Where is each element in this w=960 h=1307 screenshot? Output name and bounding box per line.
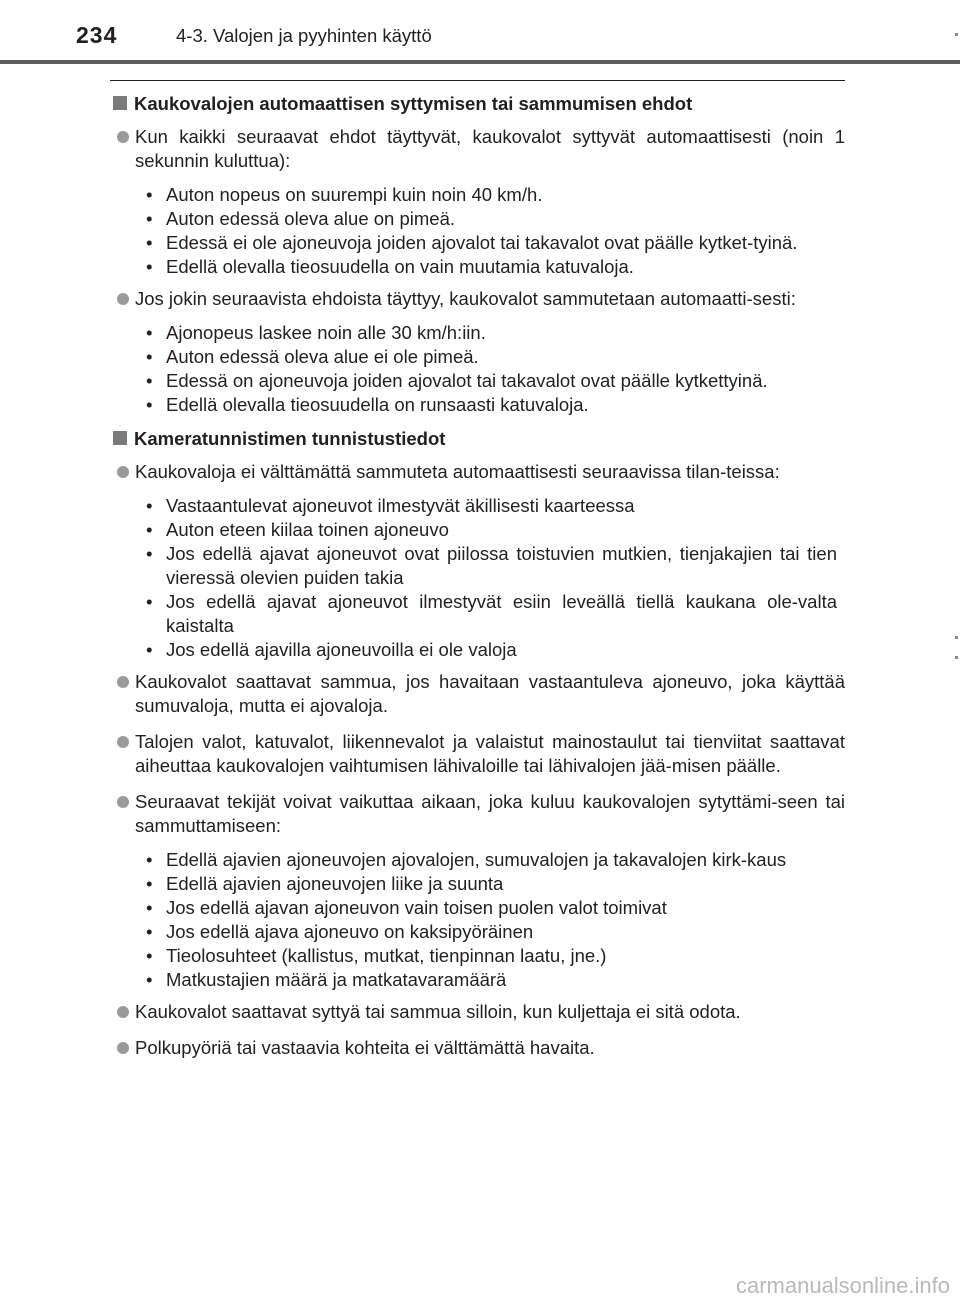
sub-list-item-text: Auton edessä oleva alue ei ole pimeä.: [166, 346, 479, 367]
edge-mark: [955, 33, 958, 36]
bullet-icon: •: [146, 945, 153, 966]
sub-list-item: [146, 590, 845, 638]
sub-list-item-text: Jos edellä ajava ajoneuvo on kaksipyöräinen: [166, 921, 534, 942]
sub-list-item-text: Auton nopeus on suurempi kuin noin 40 km/h.: [166, 184, 543, 205]
sub-list-item-text: Jos edellä ajavan ajoneuvon vain toisen puolen valot toimivat: [166, 897, 667, 918]
sub-list-item-text: Auton eteen kiilaa toinen ajoneuvo: [166, 519, 449, 540]
sub-list-item: [146, 920, 845, 944]
bullet-icon: •: [146, 639, 153, 660]
sub-list-item: [146, 968, 845, 992]
sub-list-item: [146, 518, 845, 542]
section-divider: [110, 80, 845, 81]
bullet-icon: •: [146, 849, 153, 870]
bullet-icon: •: [146, 591, 153, 612]
bullet-icon: •: [146, 519, 153, 540]
list-item: [110, 287, 845, 311]
page-header: [0, 0, 960, 70]
list-item-text: Kaukovaloja ei välttämättä sammuteta automaattisesti seuraavissa tilan-teissa:: [135, 461, 780, 482]
circle-bullet-icon: [117, 796, 129, 808]
sub-list-item: [146, 542, 845, 590]
list-item-text: Kaukovalot saattavat syttyä tai sammua silloin, kun kuljettaja ei sitä odota.: [135, 1001, 741, 1022]
edge-mark: [955, 656, 958, 659]
sub-list-item-text: Auton edessä oleva alue on pimeä.: [166, 208, 456, 229]
sub-list-item: [146, 255, 845, 279]
sub-list-item-text: Edellä ajavien ajoneuvojen ajovalojen, sumuvalojen ja takavalojen kirk-kaus: [166, 849, 787, 870]
section-heading: [110, 427, 845, 451]
circle-bullet-icon: [117, 1042, 129, 1054]
list-item-text: Kaukovalot saattavat sammua, jos havaitaan vastaantuleva ajoneuvo, joka käyttää sumuvaloja, mutta ei ajovaloja.: [135, 671, 845, 716]
bullet-icon: •: [146, 969, 153, 990]
sub-list-item: [146, 207, 845, 231]
sub-list-item-text: Jos edellä ajavat ajoneuvot ovat piilossa toistuvien mutkien, tienjakajien tai tien vieressä olevien puiden takia: [166, 543, 837, 588]
sub-list-item-text: Edellä olevalla tieosuudella on vain muutamia katuvaloja.: [166, 256, 634, 277]
list-item-text: Jos jokin seuraavista ehdoista täyttyy, kaukovalot sammutetaan automaatti-sesti:: [135, 288, 796, 309]
bullet-icon: •: [146, 394, 153, 415]
sub-list-item: [146, 393, 845, 417]
sub-list-item: [146, 321, 845, 345]
bullet-icon: •: [146, 921, 153, 942]
sub-list-item: [146, 848, 845, 872]
circle-bullet-icon: [117, 1006, 129, 1018]
circle-bullet-icon: [117, 131, 129, 143]
bullet-icon: •: [146, 370, 153, 391]
bullet-icon: •: [146, 322, 153, 343]
bullet-icon: •: [146, 256, 153, 277]
sub-list-item: [146, 183, 845, 207]
watermark[interactable]: carmanualsonline.info: [735, 1273, 950, 1298]
bullet-icon: •: [146, 495, 153, 516]
sub-list-item-text: Edellä ajavien ajoneuvojen liike ja suunta: [166, 873, 504, 894]
sub-list-item: [146, 638, 845, 662]
sub-list-item-text: Jos edellä ajavat ajoneuvot ilmestyvät esiin leveällä tiellä kaukana ole-valta kaistalta: [166, 591, 837, 636]
list-item: [110, 1000, 845, 1024]
sub-list-item-text: Tieolosuhteet (kallistus, mutkat, tienpinnan laatu, jne.): [166, 945, 607, 966]
circle-bullet-icon: [117, 676, 129, 688]
sub-list-item: [146, 872, 845, 896]
page-content: [110, 92, 845, 1072]
edge-mark: [955, 636, 958, 639]
sub-list: [146, 183, 845, 279]
circle-bullet-icon: [117, 736, 129, 748]
sub-list-item-text: Ajonopeus laskee noin alle 30 km/h:iin.: [166, 322, 486, 343]
list-item-text: Seuraavat tekijät voivat vaikuttaa aikaan, joka kuluu kaukovalojen sytyttämi-seen tai sammuttamiseen:: [135, 791, 845, 836]
bullet-icon: •: [146, 184, 153, 205]
chapter-title: 4-3. Valojen ja pyyhinten käyttö: [176, 25, 432, 46]
sub-list-item-text: Edellä olevalla tieosuudella on runsaasti katuvaloja.: [166, 394, 589, 415]
sub-list-item: [146, 231, 845, 255]
list-item: [110, 125, 845, 173]
sub-list-item-text: Jos edellä ajavilla ajoneuvoilla ei ole valoja: [166, 639, 517, 660]
section: [110, 92, 845, 417]
list-item-text: Talojen valot, katuvalot, liikennevalot ja valaistut mainostaulut tai tienviitat saattavat aiheuttaa kaukovalojen vaihtumisen lähivaloille tai lähivalojen jää-misen päälle.: [135, 731, 845, 776]
sub-list: [146, 848, 845, 992]
square-bullet-icon: [113, 96, 127, 110]
bullet-icon: •: [146, 897, 153, 918]
bullet-icon: •: [146, 232, 153, 253]
bullet-icon: •: [146, 543, 153, 564]
list-item: [110, 730, 845, 778]
sub-list-item-text: Edessä on ajoneuvoja joiden ajovalot tai takavalot ovat päälle kytkettyinä.: [166, 370, 768, 391]
list-item: [110, 670, 845, 718]
circle-bullet-icon: [117, 293, 129, 305]
sub-list-item-text: Edessä ei ole ajoneuvoja joiden ajovalot tai takavalot ovat päälle kytket-tyinä.: [166, 232, 798, 253]
sub-list-item: [146, 494, 845, 518]
list-item-text: Kun kaikki seuraavat ehdot täyttyvät, kaukovalot syttyvät automaattisesti (noin 1 sekunnin kuluttua):: [135, 126, 845, 171]
list-item: [110, 790, 845, 838]
section-heading: [110, 92, 845, 116]
sub-list: [146, 321, 845, 417]
sub-list-item: [146, 944, 845, 968]
list-item: [110, 460, 845, 484]
sub-list: [146, 494, 845, 662]
bullet-icon: •: [146, 873, 153, 894]
list-item: [110, 1036, 845, 1060]
sub-list-item: [146, 345, 845, 369]
list-item-text: Polkupyöriä tai vastaavia kohteita ei välttämättä havaita.: [135, 1037, 595, 1058]
header-divider: [0, 60, 960, 64]
page-number: 234: [76, 22, 118, 48]
section: [110, 427, 845, 1060]
bullet-icon: •: [146, 208, 153, 229]
sub-list-item: [146, 896, 845, 920]
sub-list-item-text: Vastaantulevat ajoneuvot ilmestyvät äkillisesti kaarteessa: [166, 495, 635, 516]
section-heading-text: Kaukovalojen automaattisen syttymisen tai sammumisen ehdot: [134, 93, 693, 114]
sub-list-item-text: Matkustajien määrä ja matkatavaramäärä: [166, 969, 507, 990]
circle-bullet-icon: [117, 466, 129, 478]
sub-list-item: [146, 369, 845, 393]
bullet-icon: •: [146, 346, 153, 367]
section-heading-text: Kameratunnistimen tunnistustiedot: [134, 428, 446, 449]
square-bullet-icon: [113, 431, 127, 445]
